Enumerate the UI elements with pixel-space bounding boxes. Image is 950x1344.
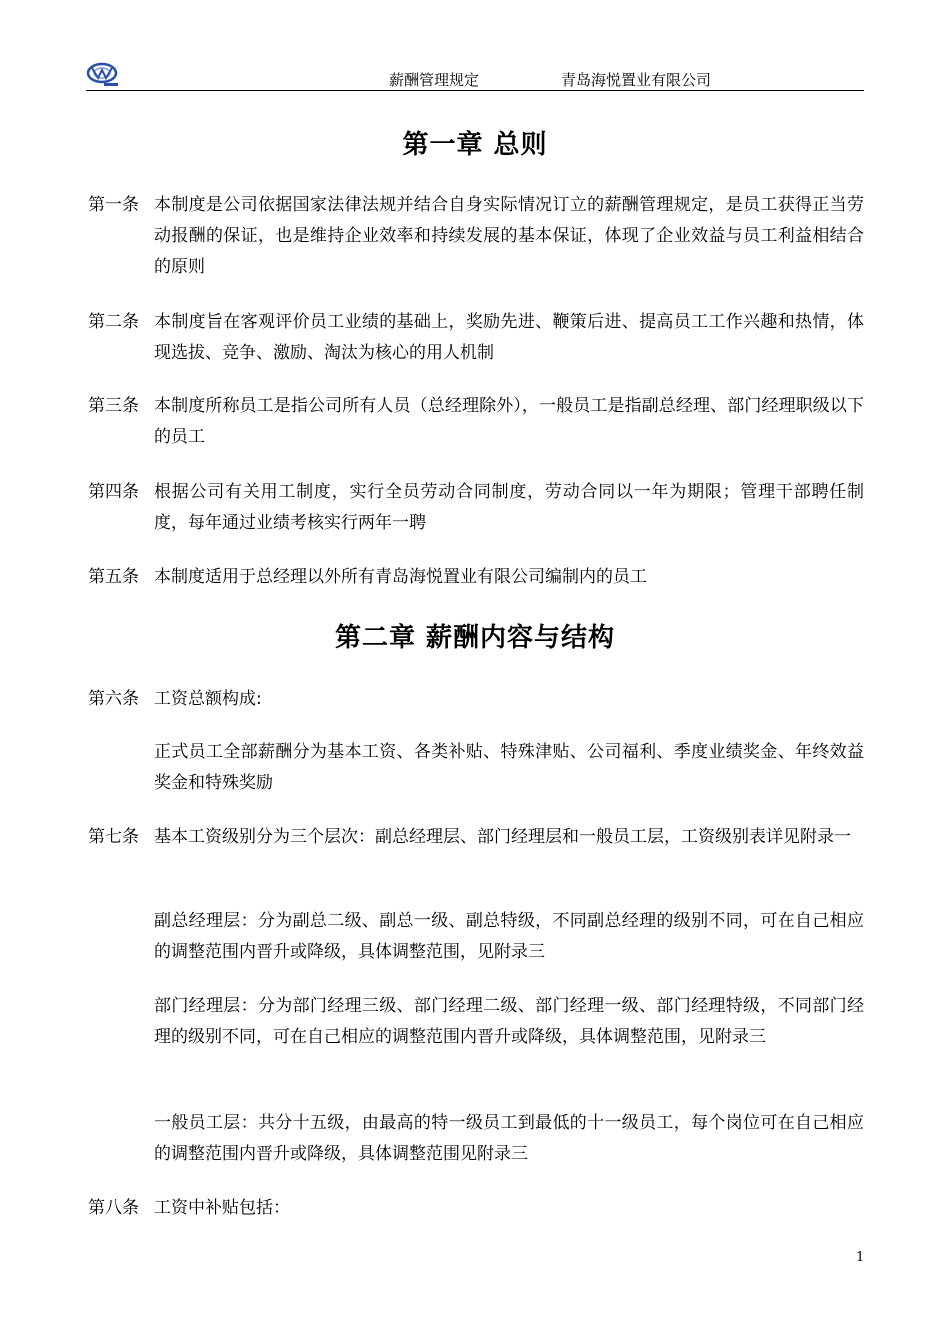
article-label: 第八条 (88, 1198, 139, 1218)
article-4 (88, 477, 864, 539)
article-7 (88, 822, 864, 853)
article-6-paragraph: 正式员工全部薪酬分为基本工资、各类补贴、特殊津贴、公司福利、季度业绩奖金、年终效益奖金和特殊奖励 (154, 742, 864, 793)
article-5 (88, 562, 864, 593)
article-2 (88, 307, 864, 369)
page-header (86, 60, 864, 91)
article-label: 第三条 (88, 396, 139, 416)
header-company-name: 青岛海悦置业有限公司 (561, 71, 712, 89)
article-text: 本制度是公司依据国家法律法规并结合自身实际情况订立的薪酬管理规定，是员工获得正当劳动报酬的保证，也是维持企业效率和持续发展的基本保证，体现了企业效益与员工利益相结合的原则 (154, 195, 864, 277)
article-text: 工资中补贴包括： (154, 1198, 290, 1218)
article-3 (88, 391, 864, 453)
chapter-1-title: 第一章 总则 (402, 130, 548, 160)
article-text: 本制度适用于总经理以外所有青岛海悦置业有限公司编制内的员工 (154, 567, 647, 587)
article-label: 第六条 (88, 689, 139, 709)
article-label: 第一条 (88, 195, 139, 215)
chapter-2-title: 第二章 薪酬内容与结构 (334, 623, 616, 653)
article-1 (88, 190, 864, 283)
article-text: 本制度所称员工是指公司所有人员（总经理除外），一般员工是指副总经理、部门经理职级以下的员工 (154, 396, 864, 447)
article-text: 本制度旨在客观评价员工业绩的基础上，奖励先进、鞭策后进、提高员工工作兴趣和热情，体现选拔、竞争、激励、淘汰为核心的用人机制 (154, 312, 864, 363)
article-label: 第七条 (88, 827, 139, 847)
article-label: 第五条 (88, 567, 139, 587)
company-logo-icon (86, 60, 120, 88)
article-7-paragraph-vp: 副总经理层：分为副总二级、副总一级、副总特级，不同副总经理的级别不同，可在自己相应的调整范围内晋升或降级，具体调整范围，见附录三 (154, 911, 864, 962)
header-doc-title: 薪酬管理规定 (389, 71, 480, 89)
page-number: 1 (856, 1250, 865, 1265)
article-8 (88, 1193, 864, 1224)
article-label: 第四条 (88, 482, 139, 502)
article-label: 第二条 (88, 312, 139, 332)
article-6 (88, 684, 864, 715)
article-7-paragraph-dept: 部门经理层：分为部门经理三级、部门经理二级、部门经理一级、部门经理特级，不同部门经理的级别不同，可在自己相应的调整范围内晋升或降级，具体调整范围，见附录三 (154, 996, 864, 1047)
article-text: 根据公司有关用工制度，实行全员劳动合同制度，劳动合同以一年为期限；管理干部聘任制度，每年通过业绩考核实行两年一聘 (154, 482, 864, 533)
article-text: 基本工资级别分为三个层次：副总经理层、部门经理层和一般员工层，工资级别表详见附录一 (154, 827, 851, 847)
article-text: 工资总额构成: (154, 689, 262, 709)
article-7-paragraph-staff: 一般员工层：共分十五级，由最高的特一级员工到最低的十一级员工，每个岗位可在自己相应的调整范围内晋升或降级，具体调整范围见附录三 (154, 1113, 864, 1164)
